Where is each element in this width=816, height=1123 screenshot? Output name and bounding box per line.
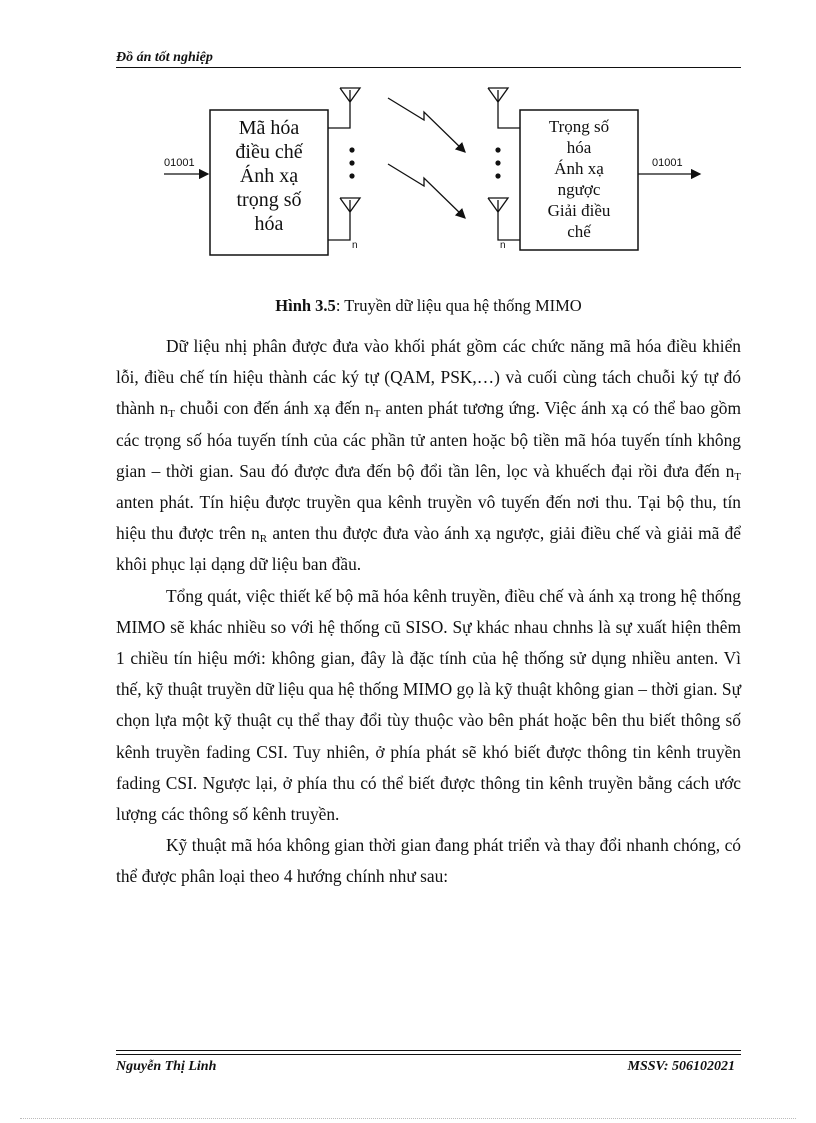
footer-rule: [116, 1050, 741, 1051]
paragraph-2: Tổng quát, việc thiết kế bộ mã hóa kênh truyền, điều chế và ánh xạ trong hệ thống MIMO sẽ khác nhiều so với hệ thống cũ SISO. Sự khác nhau chnhs là sự xuất hiện thêm 1 chiều tín hiệu mới: không gian, đây là đặc tính của hệ thống sử dụng nhiều anten. Vì thế, kỹ thuật truyền dữ liệu qua hệ thống MIMO gọ là kỹ thuật không gian – thời gian. Sự chọn lựa một kỹ thuật cụ thể thay đổi tùy thuộc vào bên phát hoặc bên thu biết thông số kênh truyền fading CSI. Tuy nhiên, ở phía phát sẽ khó biết được thông tin kênh truyền fading CSI. Ngược lại, ở phía thu có thể biết được thông tin kênh truyền bằng cách ước lượng các thông số kênh truyền.: [116, 585, 741, 825]
mimo-diagram-svg: [140, 80, 720, 260]
p1-part-d: anten phát. Tín hiệu được truyền qua kênh truyền vô tuyến đến nơi thu. Tại bộ thu, tín hiệu thu được trên n: [116, 492, 741, 544]
caption-text: : Truyền dữ liệu qua hệ thống MIMO: [335, 296, 582, 315]
tx-line-1: Mã hóa: [238, 117, 300, 139]
output-bits-label: 01001: [652, 157, 683, 169]
rx-line-3: Ánh xạ: [554, 159, 604, 178]
rx-line-2: hóa: [566, 138, 592, 157]
sub-r: R: [259, 533, 268, 546]
footer-author: Nguyễn Thị Linh: [116, 1059, 217, 1074]
tx-line-2: điều chế: [235, 141, 303, 163]
tx-line-3: Ánh xạ: [239, 165, 299, 187]
sub-t: T: [734, 470, 741, 483]
page-edge: [20, 1118, 796, 1119]
figure-caption: [116, 296, 741, 316]
tx-line-5: hóa: [254, 213, 284, 235]
mimo-diagram: [140, 80, 720, 260]
channel-paths: [388, 98, 465, 218]
footer-student-id: MSSV: 506102021: [627, 1059, 735, 1074]
rx-dots: [495, 147, 500, 178]
paragraph-1: [116, 331, 741, 581]
caption-label: Hình 3.5: [275, 296, 336, 315]
paragraph-3: Kỹ thuật mã hóa không gian thời gian đang phát triển và thay đổi nhanh chóng, có thể được phân loại theo 4 hướng chính như sau:: [116, 835, 741, 887]
rx-line-5: Giải điều: [547, 201, 611, 220]
p1-part-b: chuỗi con đến ánh xạ đến n: [175, 398, 374, 419]
page-footer: [116, 1050, 741, 1080]
rx-antennas: [488, 88, 520, 240]
tx-line-4: trọng số: [236, 189, 302, 211]
tx-antennas: [328, 88, 360, 240]
sub-t: T: [168, 408, 175, 421]
body-text: [116, 331, 741, 893]
rx-antenna-index: n: [500, 240, 506, 251]
tx-dots: [349, 147, 354, 178]
rx-line-6: chế: [567, 222, 591, 241]
p1-part-c: anten phát tương ứng. Việc ánh xạ có thể bao gồm các trọng số hóa tuyến tính của các phần tử anten hoặc bộ tiền mã hóa tuyến tính không gian – thời gian. Sau đó được đưa đến bộ đổi tần lên, lọc và khuếch đại rồi đưa đến n: [116, 398, 741, 481]
header-rule: [116, 67, 741, 68]
input-bits-label: 01001: [164, 157, 195, 169]
header-title: Đồ án tốt nghiệp: [116, 50, 213, 65]
sub-t: T: [373, 408, 381, 421]
footer-rule: [116, 1054, 741, 1055]
p1-part-a: Dữ liệu nhị phân được đưa vào khối phát gồm các chức năng mã hóa điều khiển lỗi, điều chế tín hiệu thành các ký tự (QAM, PSK,…) và cuối cùng tách chuỗi ký tự đó thành n: [116, 336, 741, 419]
page-header: [116, 48, 741, 70]
tx-antenna-index: n: [352, 240, 358, 251]
rx-line-4: ngược: [557, 180, 601, 199]
p1-part-e: anten thu được đưa vào ánh xạ ngược, giải điều chế và giải mã để khôi phục lại dạng dữ liệu ban đầu.: [116, 523, 741, 575]
rx-line-1: Trọng số: [548, 117, 610, 136]
